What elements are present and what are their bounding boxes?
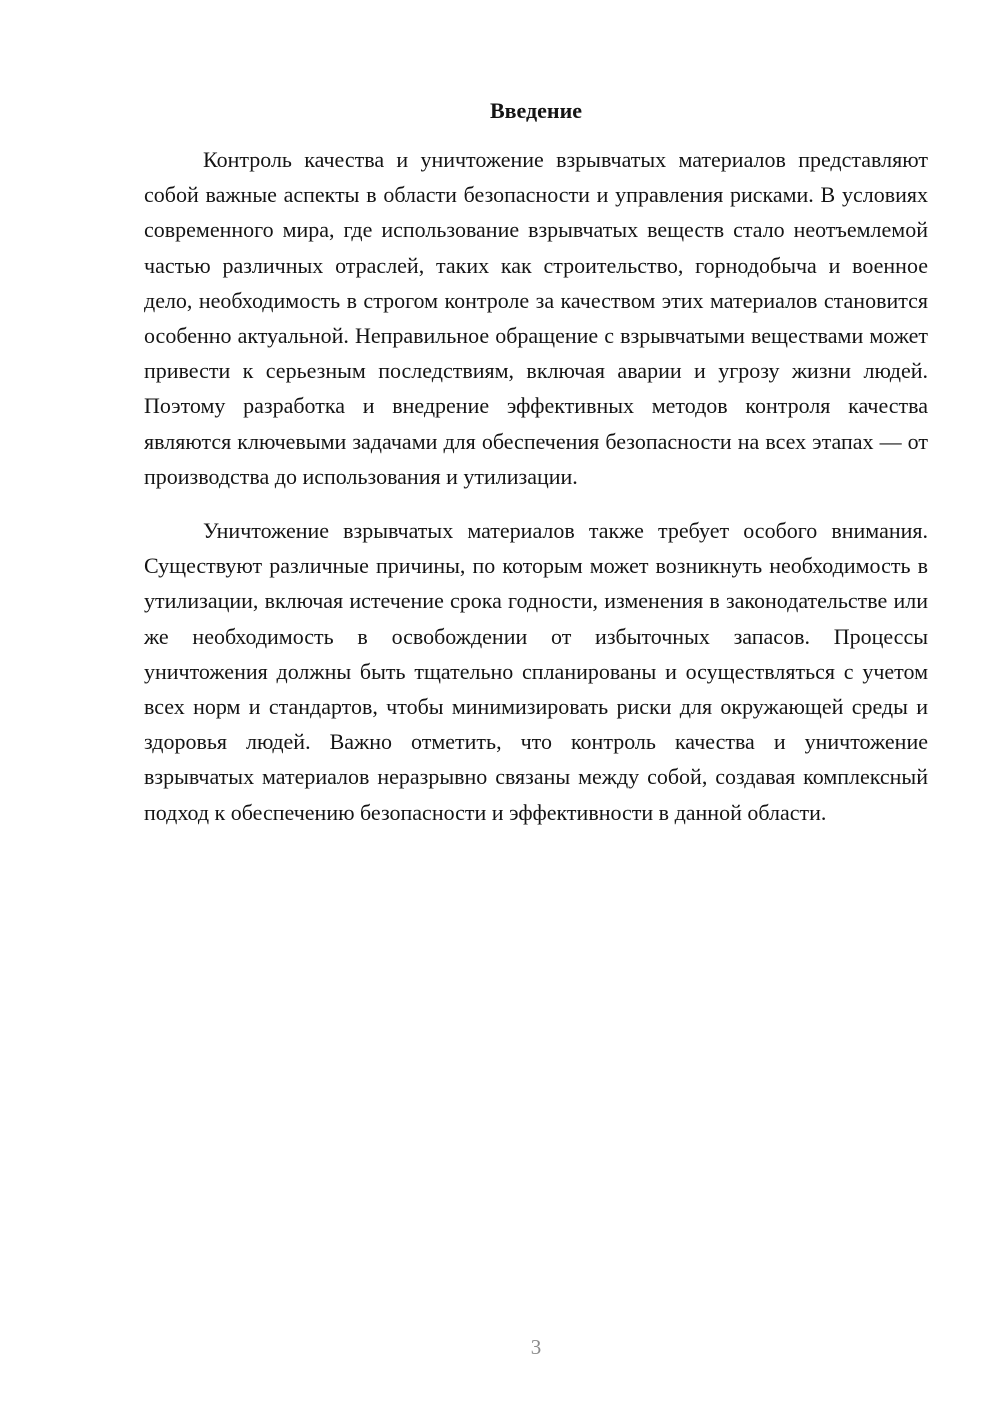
page-number: 3 — [530, 1335, 542, 1359]
paragraph-1: Контроль качества и уничтожение взрывчатых материалов представляют собой важные аспекты в области безопасности и управления рисками. В условиях современного мира, где использование взрывчатых веществ стало неотъемлемой частью различных отраслей, таких как строительство, горнодобыча и военное дело, необходимость в строгом контроле за качеством этих материалов становится особенно актуальной. Неправильное обращение с взрывчатыми веществами может привести к серьезным последствиям, включая аварии и угрозу жизни людей. Поэтому разработка и внедрение эффективных методов контроля качества являются ключевыми задачами для обеспечения безопасности на всех этапах — от производства до использования и утилизации. — [144, 147, 928, 489]
section-heading: Введение — [489, 98, 583, 123]
body-text — [144, 142, 928, 830]
paragraph-2: Уничтожение взрывчатых материалов также требует особого внимания. Существуют различные причины, по которым может возникнуть необходимость в утилизации, включая истечение срока годности, изменения в законодательстве или же необходимость в освобождении от избыточных запасов. Процессы уничтожения должны быть тщательно спланированы и осуществляться с учетом всех норм и стандартов, чтобы минимизировать риски для окружающей среды и здоровья людей. Важно отметить, что контроль качества и уничтожение взрывчатых материалов неразрывно связаны между собой, создавая комплексный подход к обеспечению безопасности и эффективности в данной области. — [144, 518, 928, 825]
